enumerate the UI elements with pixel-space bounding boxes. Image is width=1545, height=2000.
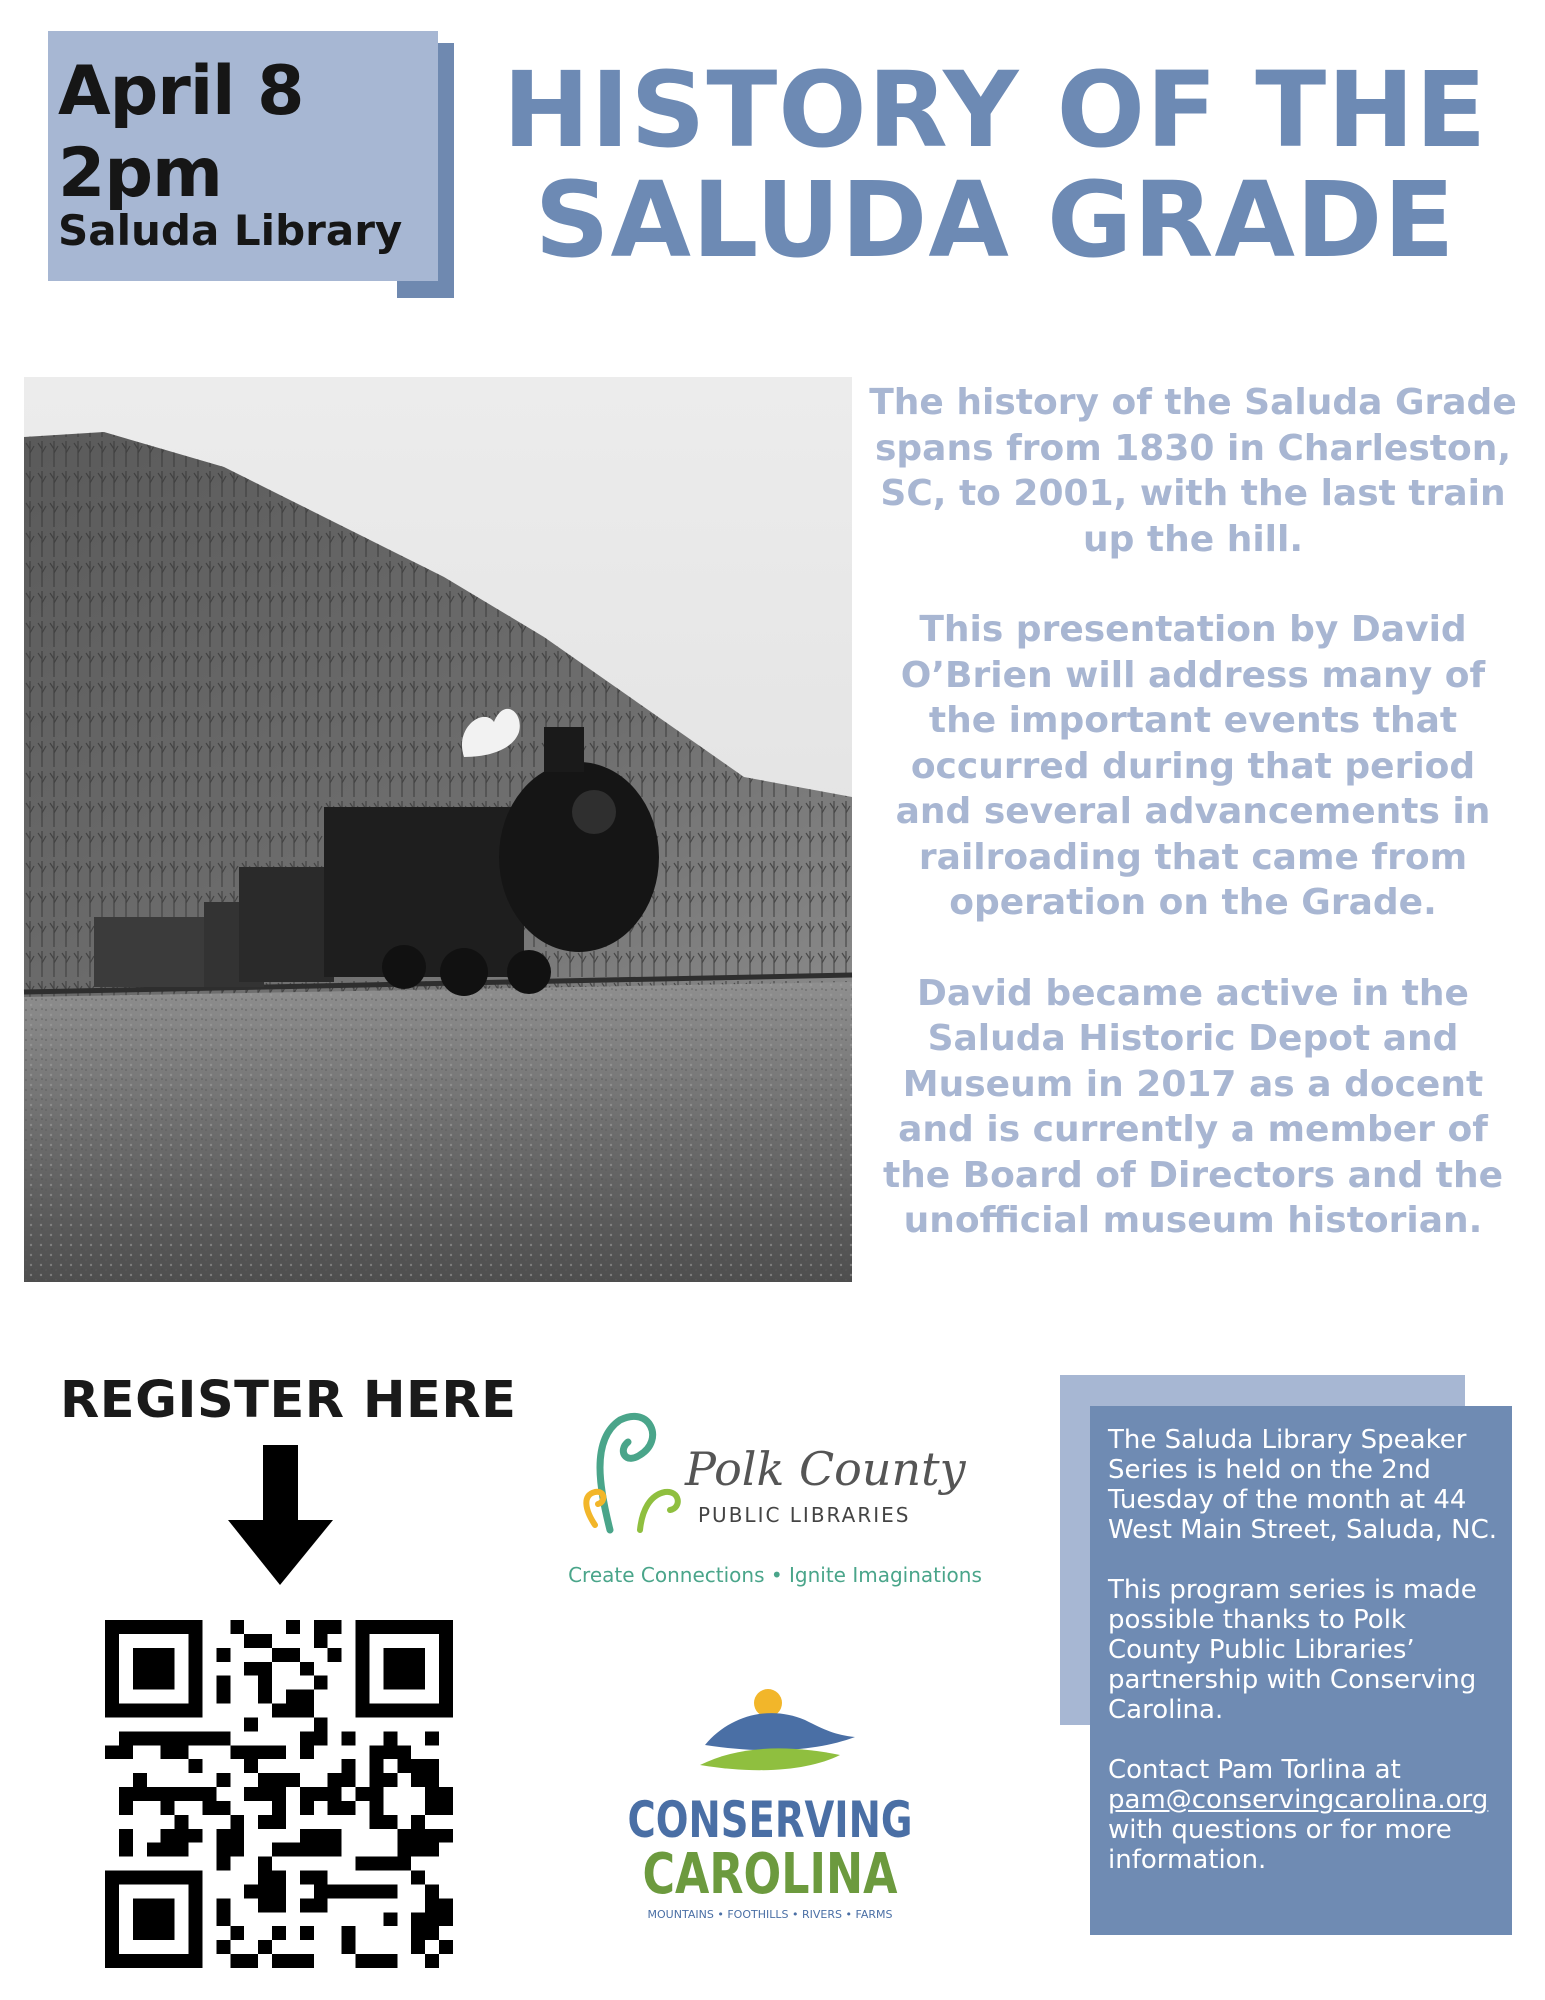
register-heading: REGISTER HERE (60, 1371, 517, 1430)
cc-line1: CONSERVING (627, 1791, 913, 1849)
cc-tagline: MOUNTAINS • FOOTHILLS • RIVERS • FARMS (647, 1908, 893, 1921)
polk-subtitle: PUBLIC LIBRARIES (698, 1503, 911, 1527)
polk-tagline: Create Connections • Ignite Imaginations (568, 1563, 982, 1587)
train-photo (24, 377, 852, 1282)
description-paragraph-2: This presentation by David O’Brien will address many of the important events that occurred during that period and several advancements in railroading that came from operation on the Grade. (895, 609, 1491, 923)
info-panel-text (1108, 1425, 1503, 1905)
polk-name: Polk County (685, 1442, 966, 1496)
page-title-line2: SALUDA GRADE (534, 159, 1456, 281)
contact-email-link[interactable]: pam@conservingcarolina.org (1108, 1785, 1489, 1815)
info-paragraph-1: The Saluda Library Speaker Series is held on the 2nd Tuesday of the month at 44 West Main Street, Saluda, NC. (1108, 1425, 1498, 1545)
contact-prefix: Contact Pam Torlina at (1108, 1755, 1401, 1785)
event-description (868, 380, 1518, 1289)
info-paragraph-3 (1108, 1755, 1503, 1875)
description-paragraph-1: The history of the Saluda Grade spans from 1830 in Charleston, SC, to 2001, with the last train up the hill. (869, 382, 1517, 560)
event-time: 2pm (58, 134, 222, 213)
polk-county-libraries-logo (570, 1400, 990, 1540)
page-title-line1: HISTORY OF THE (502, 49, 1488, 171)
conserving-carolina-logo (620, 1675, 920, 1925)
arrow-down-icon (228, 1445, 333, 1585)
description-paragraph-3: David became active in the Saluda Historic Depot and Museum in 2017 as a docent and is currently a member of the Board of Directors and the unofficial museum historian. (882, 972, 1504, 1241)
info-paragraph-2: This program series is made possible thanks to Polk County Public Libraries’ partnership with Conserving Carolina. (1108, 1575, 1477, 1725)
contact-suffix: with questions or for more information. (1108, 1815, 1452, 1875)
qr-code[interactable] (105, 1620, 453, 1968)
event-location: Saluda Library (58, 206, 403, 255)
cc-line2: CAROLINA (642, 1842, 899, 1907)
event-date: April 8 (58, 52, 304, 131)
